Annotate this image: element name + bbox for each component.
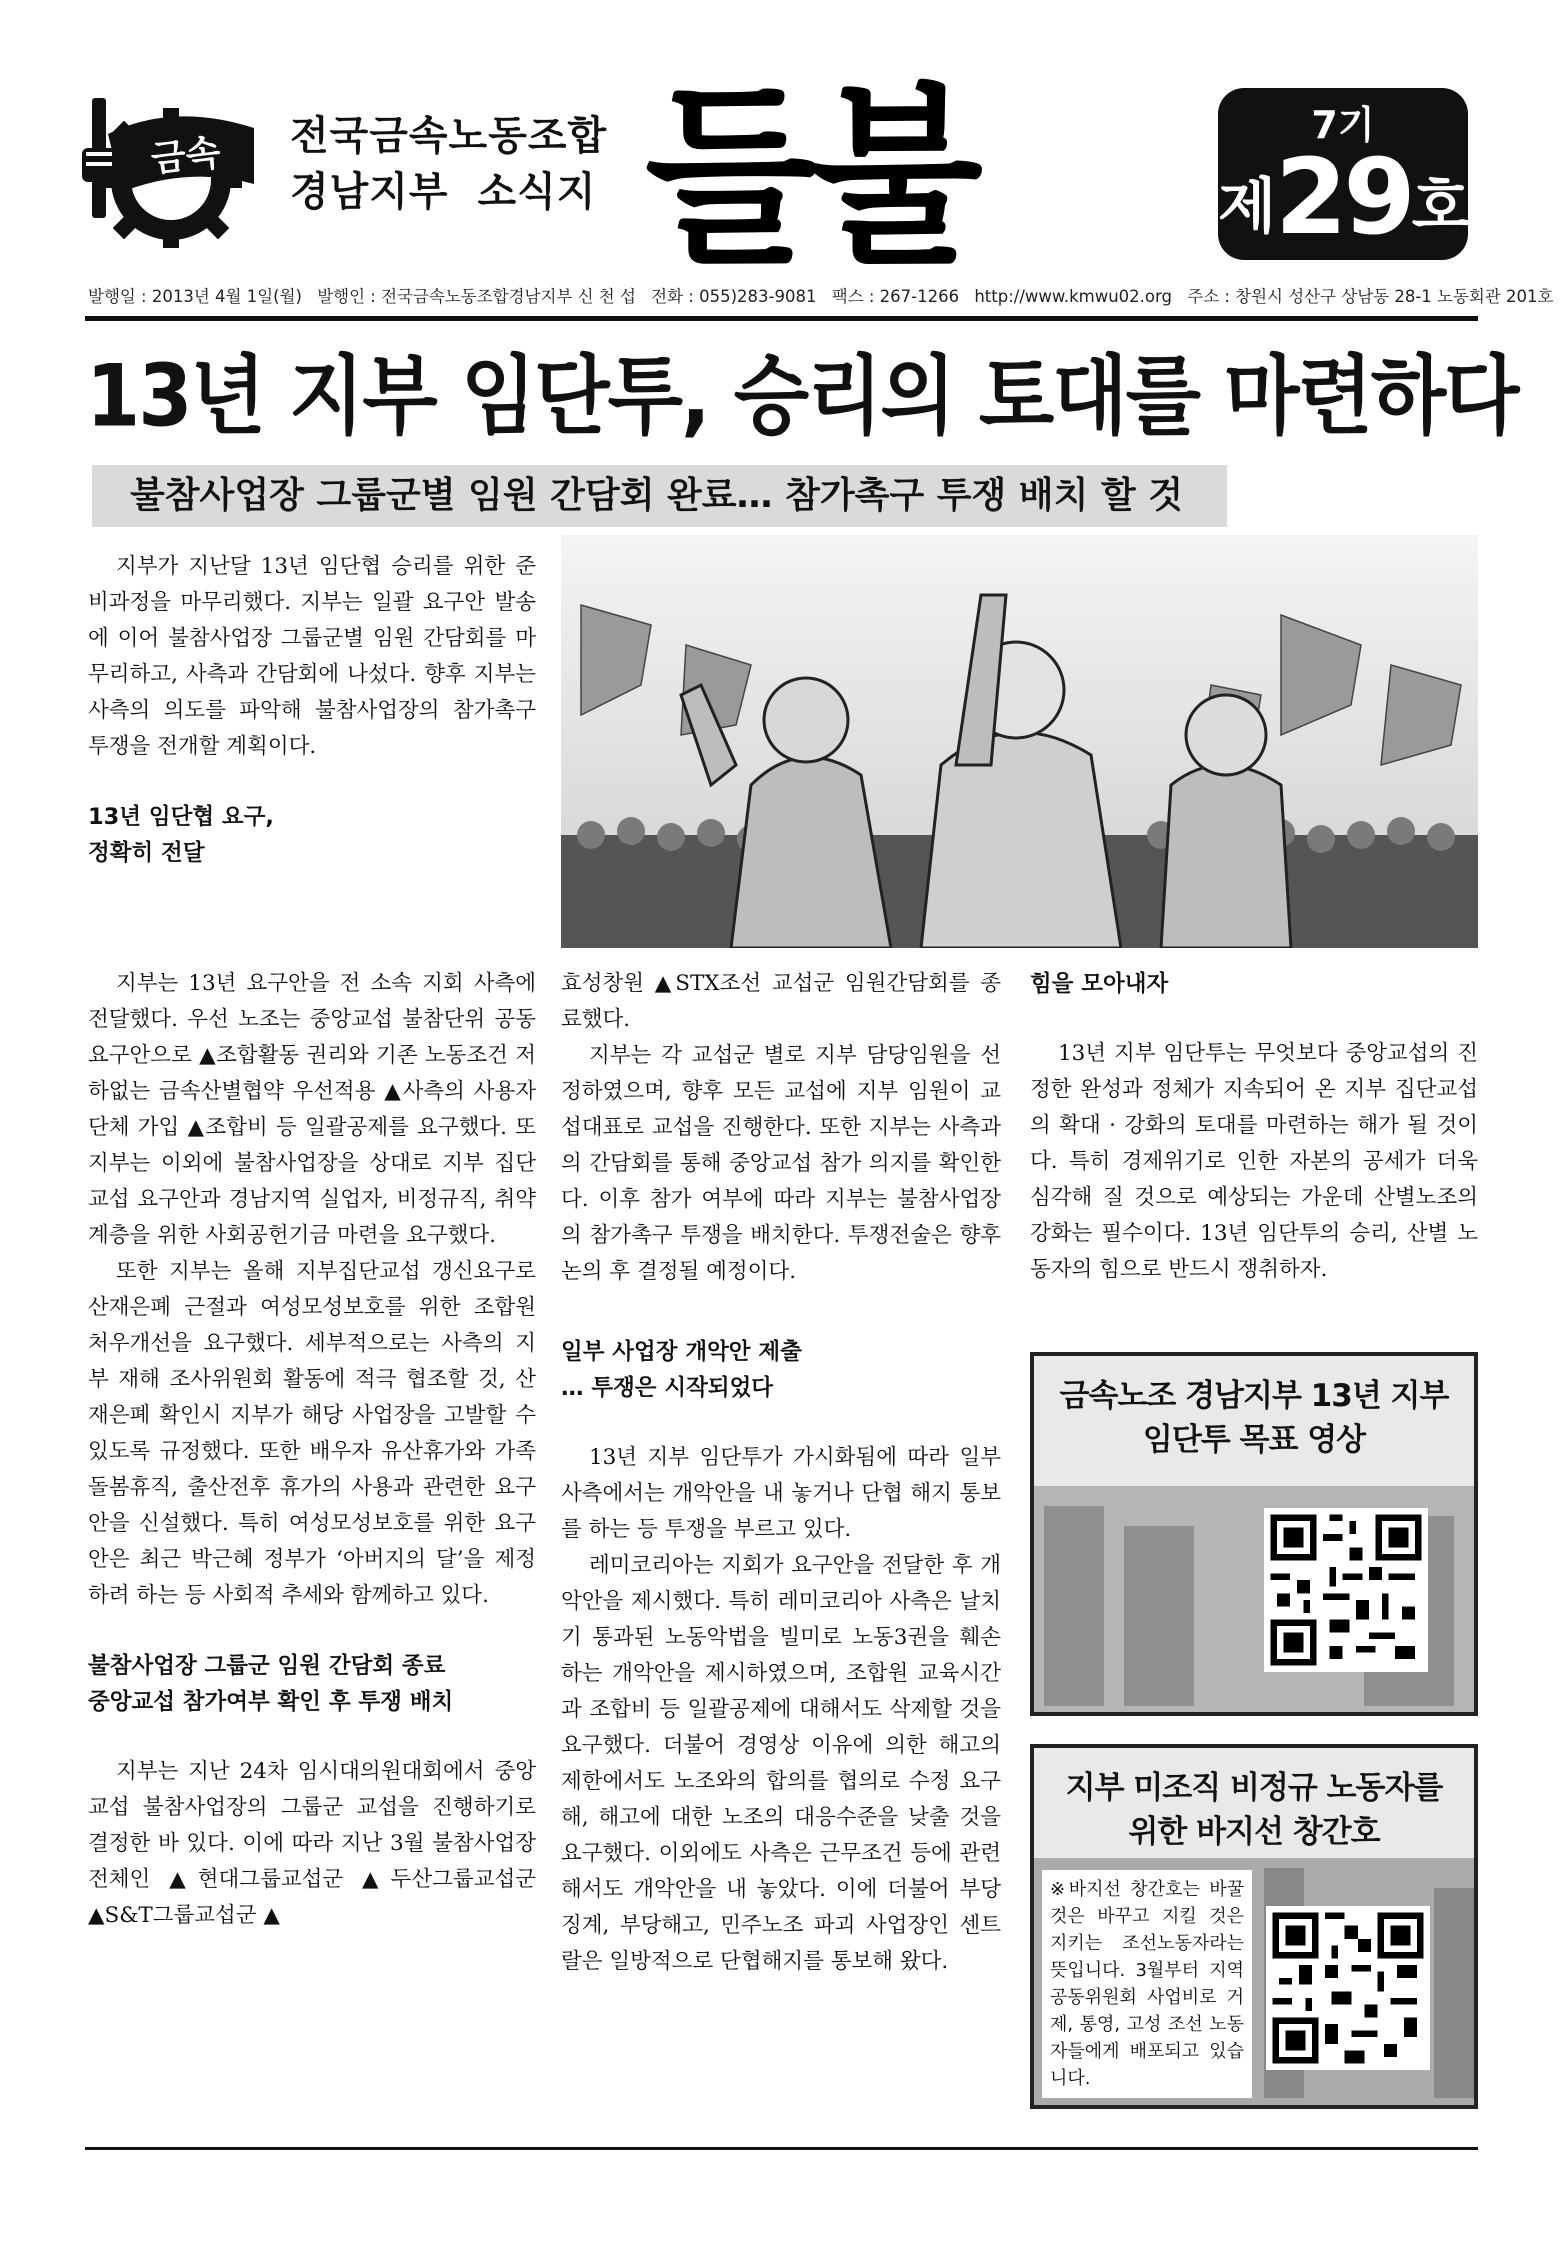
pub-publisher: 발행인 : 전국금속노동조합경남지부 신 천 섭 [317, 287, 636, 306]
section4-title: 힘을 모아내자 [1030, 971, 1169, 997]
masthead-divider [85, 316, 1478, 321]
pub-website-link[interactable]: http://www.kmwu02.org [974, 287, 1172, 306]
article-column-3 [1030, 966, 1478, 1288]
footer-divider [85, 2147, 1478, 2150]
pub-date: 발행일 : 2013년 4월 1일(월) [88, 287, 302, 306]
section3-paragraph-2: 레미코리아는 지회가 요구안을 전달한 후 개악안을 제시했다. 특히 레미코리아 사측은 날치기 통과된 노동악법을 빌미로 노동3권을 훼손하는 개악안을 제시하였으며, 조합원 교육시간과 조합비 등 일괄공제에 대해서도 삭제할 것을 요구했다. 더불어 경영상 이유에 의한 해고의 제한에서도 노조와의 합의를 협의로 수정 요구해, 해고에 대한 노조의 대응수준을 낮출 것을 요구했다. 이외에도 사측은 근무조건 등에 관련해서도 개악안을 내 놓았다. 이에 더불어 부당징계, 부당해고, 민주노조 파괴 사업장인 센트랄은 일방적으로 단협해지를 통보해 왔다. [561, 1553, 1001, 1974]
newspaper-title: 들불 [645, 65, 977, 290]
rally-illustration [561, 535, 1478, 948]
issue-prefix: 제 [1218, 172, 1275, 242]
logo-text: 금속 [149, 132, 223, 181]
section1-paragraph-1: 지부는 13년 요구안을 전 소속 지회 사측에 전달했다. 우선 노조는 중앙교섭 불참단위 공동요구안으로 ▲조합활동 권리와 기존 노동조건 저하없는 금속산별협약 우선적용 ▲사측의 사용자단체 가입 ▲조합비 등 일괄공제를 요구했다. 또 지부는 이외에 불참사업장을 상대로 지부 집단교섭 요구안과 경남지역 실업자, 비정규직, 취약계층을 위한 사회공헌기금 마련을 요구했다. [88, 971, 536, 1248]
article-column-1 [88, 966, 536, 1934]
section2-paragraph-1-part1: 지부는 지난 24차 임시대의원대회에서 중앙교섭 불참사업장의 그룹군 교섭을 진행하기로 결정한 바 있다. 이에 따라 지난 3월 불참사업장 전체인 ▲현대그룹교섭군 ▲두산그룹교섭군 ▲S&T그룹교섭군 ▲ [88, 1759, 536, 1928]
issue-badge [1218, 88, 1468, 260]
section1-title-line2: 정확히 전달 [88, 840, 205, 866]
pub-address: 주소 : 창원시 성산구 상남동 28-1 노동회관 201호 [1187, 287, 1554, 306]
video-promo-box [1030, 1352, 1478, 1716]
bajiseon-promo-box [1030, 1744, 1478, 2109]
org-name-line2: 경남지부 소식지 [290, 169, 597, 215]
pub-phone: 전화 : 055)283-9081 [651, 287, 817, 306]
bajiseon-note: ※바지선 창간호는 바꿀 것은 바꾸고 지킬 것은 지키는 조선노동자라는 뜻입니다. 3월부터 지역공동위원회 사업비로 거제, 통영, 고성 조선 노동자들에게 배포되고 있습니다. [1042, 1870, 1252, 2098]
org-name-line1: 전국금속노동조합 [290, 113, 608, 159]
issue-number [1218, 136, 1468, 258]
bajiseon-promo-title-line1: 지부 미조직 비정규 노동자를 [1065, 1770, 1443, 1806]
bajiseon-promo-title [1034, 1748, 1474, 1854]
section2-paragraph-2: 지부는 각 교섭군 별로 지부 담당임원을 선정하였으며, 향후 모든 교섭에 지부 임원이 교섭대표로 교섭을 진행한다. 또한 지부는 사측과의 간담회를 통해 중앙교섭 참가 의지를 확인한다. 이후 참가 여부에 따라 지부는 불참사업장의 참가촉구 투쟁을 배치한다. 투쟁전술은 향후 논의 후 결정될 예정이다. [561, 1043, 1001, 1284]
section4-paragraph-1: 13년 지부 임단투는 무엇보다 중앙교섭의 진정한 완성과 정체가 지속되어 온 지부 집단교섭의 확대 · 강화의 토대를 마련하는 해가 될 것이다. 특히 경제위기로 인한 자본의 공세가 더욱 심각해 질 것으로 예상되는 가운데 산별노조의 강화는 필수이다. 13년 임단투의 승리, 산별 노동자의 힘으로 반드시 쟁취하자. [1030, 1041, 1478, 1282]
video-promo-title-line2: 임단투 목표 영상 [1142, 1422, 1366, 1458]
issue-generation: 7기 [1311, 103, 1375, 147]
section2-title-line1: 불참사업장 그룹군 임원 간담회 종료 [88, 1653, 446, 1679]
issue-suffix: 호 [1411, 172, 1469, 242]
pub-fax: 팩스 : 267-1266 [831, 287, 960, 306]
section3-title-line2: … 투쟁은 시작되었다 [561, 1375, 774, 1401]
publication-info [88, 283, 1554, 307]
article-intro-column [88, 549, 536, 871]
qr-code[interactable] [1266, 1906, 1430, 2070]
org-name [290, 108, 607, 220]
bajiseon-promo-title-line2: 위한 바지선 창간호 [1128, 1814, 1380, 1850]
section1-paragraph-2: 또한 지부는 올해 지부집단교섭 갱신요구로 산재은폐 근절과 여성모성보호를 위한 조합원 처우개선을 요구했다. 세부적으로는 사측의 지부 재해 조사위원회 활동에 적극 협조할 것, 산재은폐 확인시 지부가 해당 사업장을 고발할 수 있도록 규정했다. 또한 배우자 유산휴가와 가족돌봄휴직, 출산전후 휴가의 사용과 관련한 요구안을 신설했다. 특히 여성모성보호를 위한 요구안은 최근 박근혜 정부가 ‘아버지의 달’을 제정하려 하는 등 사회적 추세와 함께하고 있다. [88, 1259, 536, 1608]
video-promo-title-line1: 금속노조 경남지부 13년 지부 [1059, 1378, 1449, 1414]
section3-paragraph-1: 13년 지부 임단투가 가시화됨에 따라 일부 사측에서는 개악안을 내 놓거나 단협 해지 통보를 하는 등 투쟁을 부르고 있다. [561, 1445, 1001, 1542]
union-logo [78, 88, 264, 248]
article-intro: 지부가 지난달 13년 임단협 승리를 위한 준비과정을 마무리했다. 지부는 일괄 요구안 발송에 이어 불참사업장 그룹군별 임원 간담회를 마무리하고, 사측과 간담회에 나섰다. 향후 지부는 사측의 의도를 파악해 불참사업장의 참가촉구 투쟁을 전개할 계획이다. [88, 554, 536, 759]
qr-code[interactable] [1264, 1508, 1428, 1672]
article-column-2 [561, 966, 1001, 1980]
issue-number-value: 29 [1274, 136, 1412, 258]
video-promo-title [1034, 1356, 1474, 1462]
section1-title-line1: 13년 임단협 요구, [88, 804, 274, 830]
main-headline: 13년 지부 임단투, 승리의 토대를 마련하다 [86, 347, 1518, 447]
section3-title-line1: 일부 사업장 개악안 제출 [561, 1339, 802, 1365]
section2-paragraph-1-part2: 효성창원 ▲STX조선 교섭군 임원간담회를 종료했다. [561, 971, 1001, 1032]
sub-headline: 불참사업장 그룹군별 임원 간담회 완료… 참가촉구 투쟁 배치 할 것 [92, 465, 1227, 527]
section2-title-line2: 중앙교섭 참가여부 확인 후 투쟁 배치 [88, 1689, 454, 1715]
